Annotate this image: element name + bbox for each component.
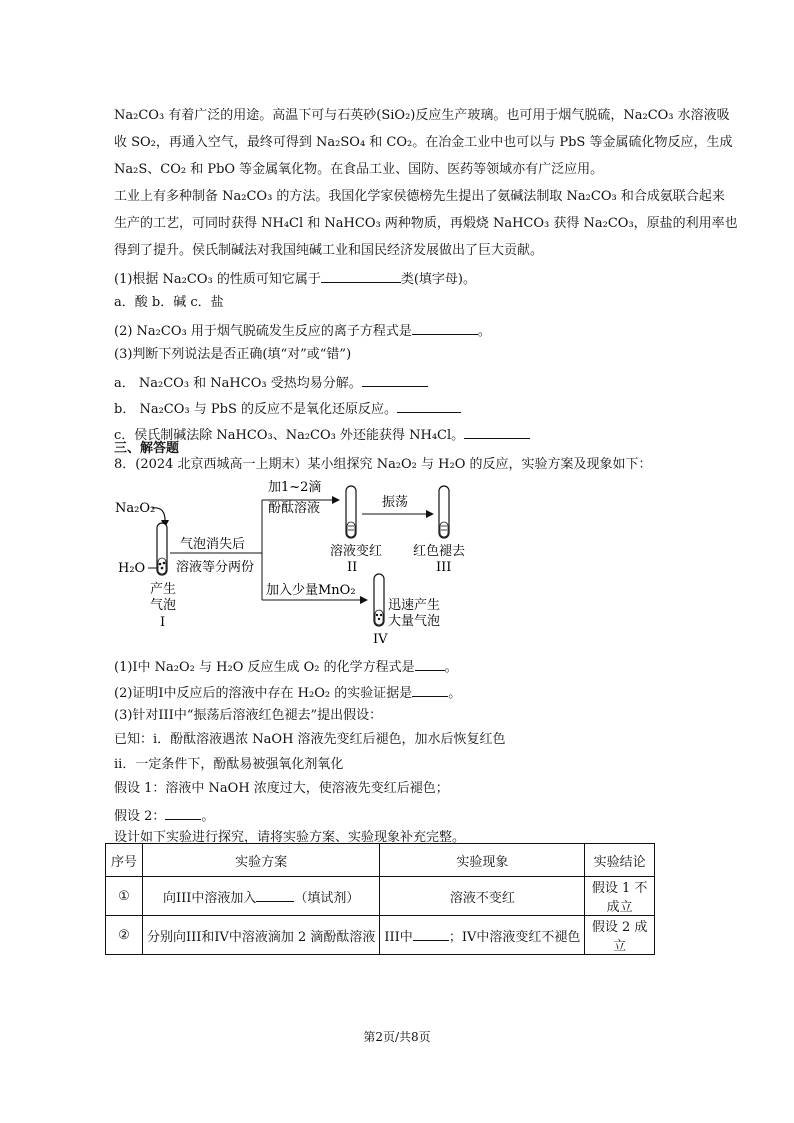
question-tail: 。 [444,660,458,675]
add-phenolphthalein: 酚酞溶液 [268,501,321,516]
cell-plan: 分别向III和IV中溶液滴加 2 滴酚酞溶液 [142,916,379,955]
na2o2-label: Na₂O₂ [115,501,156,516]
question-8-2 [114,682,461,703]
tube-4-label: 大量气泡 [388,614,441,629]
col-header: 实验方案 [142,844,379,877]
answer-blank[interactable] [412,320,478,335]
col-header: 实验结论 [585,844,655,877]
answer-blank[interactable] [362,372,428,387]
table-header-row [106,844,655,877]
answer-blank[interactable] [397,398,461,413]
split-label-bottom: 溶液等分两份 [176,560,255,575]
question-8-1 [114,656,458,677]
question-text: (2)证明I中反应后的溶液中存在 H₂O₂ 的实验证据是 [114,686,413,701]
question-7-3a [114,372,428,393]
tube-4-label: 迅速产生 [388,598,441,613]
tube-4-id: IV [373,632,388,647]
h2o-label: H₂O [118,561,146,576]
split-label-top: 气泡消失后 [180,537,246,552]
answer-blank[interactable] [412,682,448,697]
table-row [106,916,655,955]
cell-phenomenon: 溶液不变红 [380,877,585,916]
question-7-2 [114,320,491,341]
tube-2-label: 溶液变红 [330,544,383,559]
table-row [106,877,655,916]
paragraph-line: 得到了提升。侯氏制碱法对我国纯碱工业和国民经济发展做出了巨大贡献。 [114,243,544,258]
question-tail: 。 [448,686,462,701]
cell-text: （填试剂） [294,890,360,906]
paragraph-line: 工业上有多种制备 Na₂CO₃ 的方法。我国化学家侯德榜先生提出了氨碱法制取 Na₂CO₃ 和合成氨联合起来 [114,189,725,204]
question-tail: 类(填字母)。 [400,272,476,287]
answer-blank[interactable] [413,926,449,941]
question-tail: 。 [477,324,491,339]
answer-blank[interactable] [464,424,530,439]
design-instruction: 设计如下实验进行探究，请将实验方案、实验现象补充完整。 [114,830,466,845]
cell-conclusion: 假设 2 成立 [585,916,655,955]
answer-blank[interactable] [165,805,201,820]
question-7-3: (3)判断下列说法是否正确(填“对”或“错”) [114,347,352,362]
answer-blank[interactable] [415,656,445,671]
paragraph-line: Na₂S、CO₂ 和 PbO 等金属氧化物。在食品工业、国防、医药等领域亦有广泛应用。 [114,162,604,177]
section-title: 三、解答题 [114,441,180,456]
tube-3-id: III [436,560,452,575]
cell-text: III中 [384,929,413,945]
col-header: 序号 [106,844,143,877]
paragraph-line: 生产的工艺，可同时获得 NH₄Cl 和 NaHCO₃ 两种物质，再煅烧 NaHCO₃ 获得 Na₂CO₃，原盐的利用率也 [114,216,738,231]
hypothesis-1: 假设 1：溶液中 NaOH 浓度过大，使溶液先变红后褪色； [114,781,449,796]
tube-2-id: II [347,560,358,575]
arrow-head [332,496,340,504]
arrow-head [426,510,434,518]
add-phenolphthalein: 加1~2滴 [268,480,322,495]
known-ii: ii．一定条件下，酚酞易被强氧化剂氧化 [114,757,344,772]
hypothesis-2 [114,805,214,826]
cell-text: ；IV中溶液变红不褪色 [448,929,581,945]
known-i: 已知：i．酚酞溶液遇浓 NaOH 溶液先变红后褪色，加水后恢复红色 [114,732,506,747]
question-tail: 。 [201,809,215,824]
question-text: a． Na₂CO₃ 和 NaHCO₃ 受热均易分解。 [114,376,362,391]
cell-plan [142,877,379,916]
tube-1-id: I [160,615,166,630]
question-7-3b [114,398,461,419]
question-text: (1)I中 Na₂O₂ 与 H₂O 反应生成 O₂ 的化学方程式是 [114,660,415,675]
question-8-stem: 8．(2024 北京西城高一上期末）某小组探究 Na₂O₂ 与 H₂O 的反应，实验方案及现象如下： [114,457,652,472]
question-7-1 [114,268,476,289]
tube-1-label: 产生 [150,582,177,597]
cell-phenomenon [380,916,585,955]
answer-blank[interactable] [321,268,401,283]
tube-3-label: 红色褪去 [413,544,466,559]
tube-1-label: 气泡 [150,598,177,613]
question-text: c．侯氏制碱法除 NaHCO₃、Na₂CO₃ 外还能获得 NH₄Cl。 [114,428,465,443]
question-text: (1)根据 Na₂CO₃ 的性质可知它属于 [114,272,321,287]
shake-label: 振荡 [382,495,409,510]
question-8-3: (3)针对III中“振荡后溶液红色褪去”提出假设： [114,708,383,723]
arrow-head [360,596,368,604]
col-header: 实验现象 [380,844,585,877]
cell-conclusion: 假设 1 不成立 [585,877,655,916]
cell-text: 向III中溶液加入 [162,890,257,906]
experiment-table [105,843,655,955]
experiment-diagram [110,478,470,648]
question-text: b． Na₂CO₃ 与 PbS 的反应不是氧化还原反应。 [114,402,397,417]
add-mno2: 加入少量MnO₂ [266,583,356,598]
cell-no: ② [106,916,143,955]
question-text: 假设 2： [114,809,166,824]
answer-blank[interactable] [256,887,294,902]
cell-no: ① [106,877,143,916]
paragraph-line: Na₂CO₃ 有着广泛的用途。高温下可与石英砂(SiO₂)反应生产玻璃。也可用于烟气脱硫，Na₂CO₃ 水溶液吸 [114,108,730,123]
question-text: (2) Na₂CO₃ 用于烟气脱硫发生反应的离子方程式是 [114,324,412,339]
paragraph-line: 收 SO₂，再通入空气，最终可得到 Na₂SO₄ 和 CO₂。在冶金工业中也可以与 PbS 等金属硫化物反应，生成 [114,135,733,150]
tube-1-liquid [158,558,166,574]
question-options: a．酸 b．碱 c．盐 [114,295,224,310]
page-footer: 第2页/共8页 [363,1030,431,1044]
